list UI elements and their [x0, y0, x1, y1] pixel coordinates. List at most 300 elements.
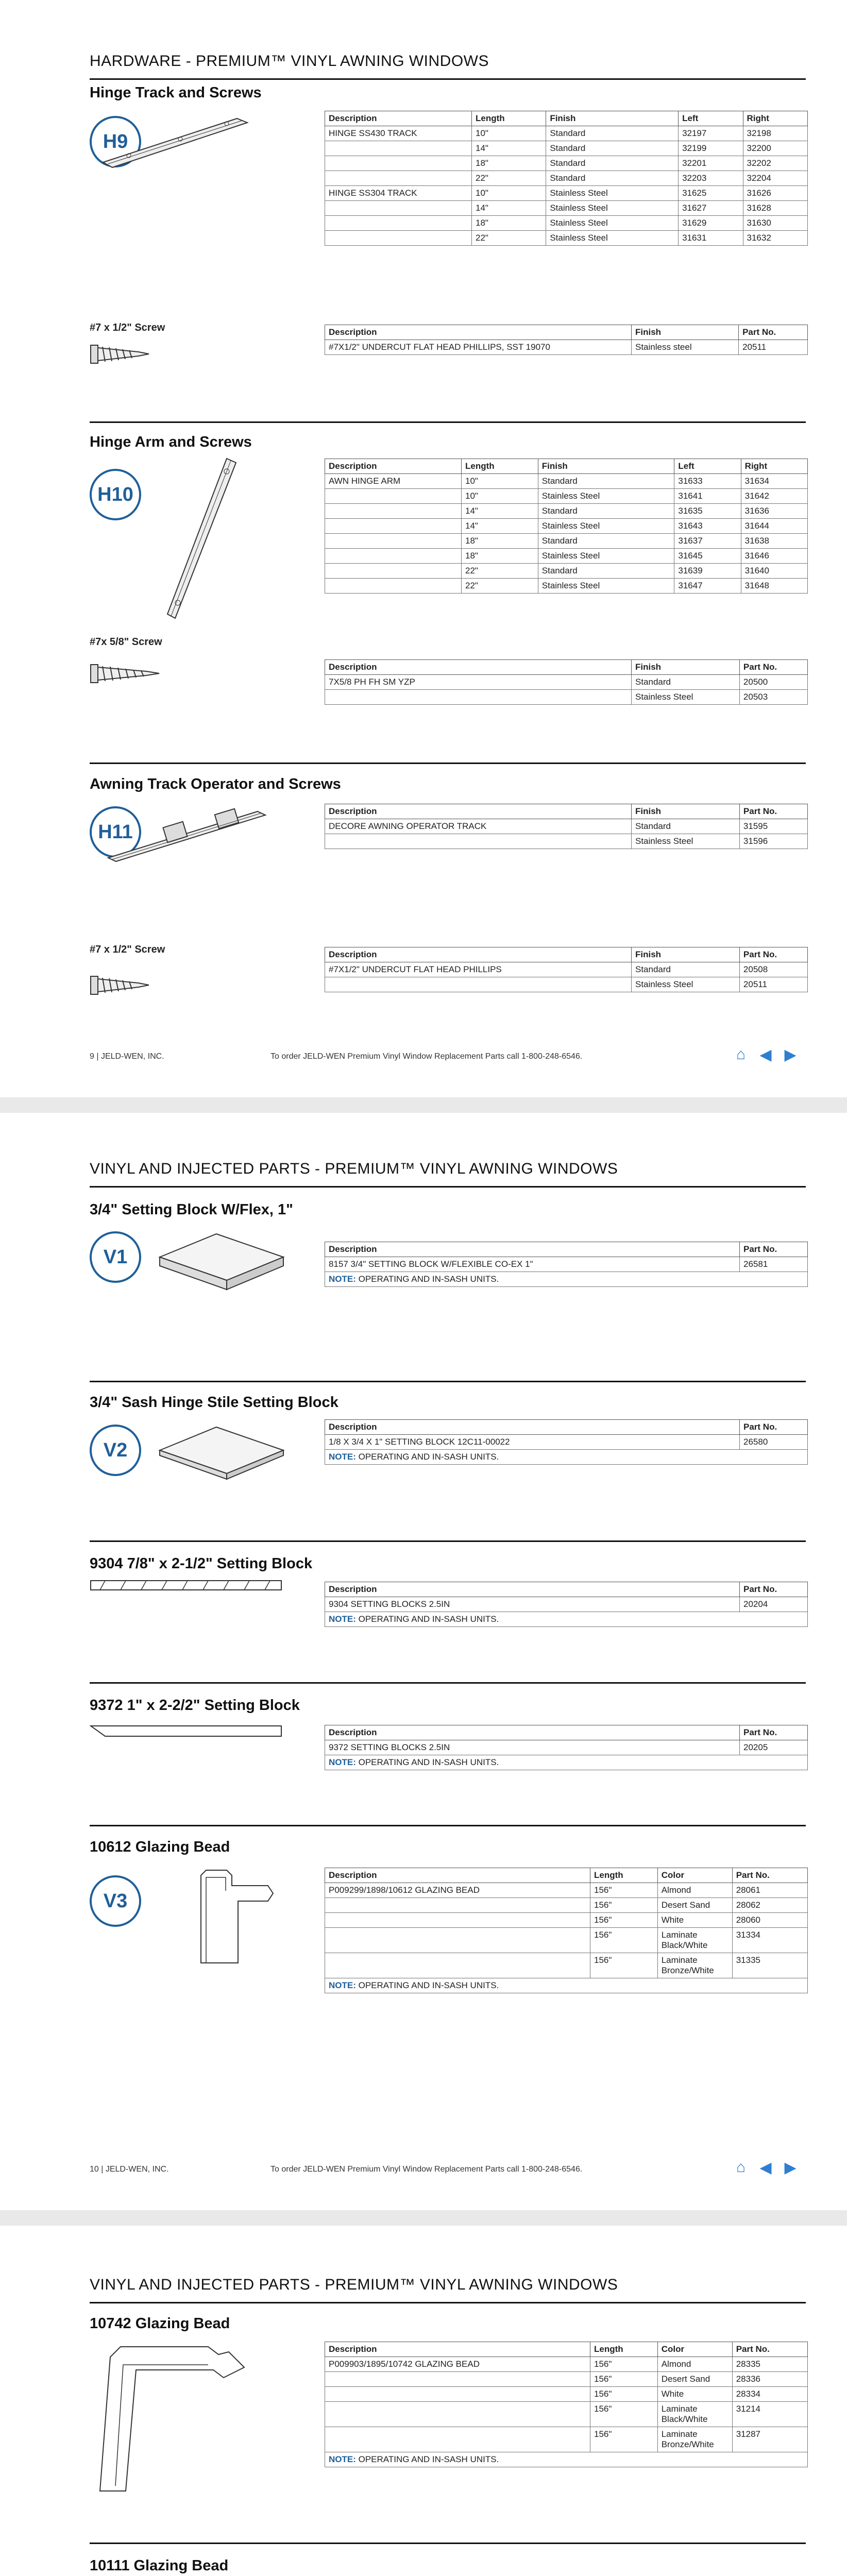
section-title: 10742 Glazing Bead — [90, 2315, 230, 2332]
section-title: Hinge Track and Screws — [90, 84, 262, 101]
col-header: Description — [325, 325, 632, 340]
table-cell: 10" — [472, 186, 546, 201]
table-cell: 18" — [462, 534, 538, 549]
glazing-bead-10612-table — [325, 1868, 808, 1993]
table-row — [325, 834, 808, 849]
col-header: Description — [325, 1868, 590, 1883]
page-9 — [0, 0, 847, 1097]
col-header: Part No. — [740, 1725, 808, 1740]
table-cell: Laminate Bronze/White — [657, 2427, 732, 2452]
table-cell: Almond — [657, 1883, 732, 1898]
table-cell: 32201 — [679, 156, 743, 171]
section-divider — [90, 1825, 806, 1826]
table-cell: 22" — [472, 171, 546, 186]
hinge-arm-table — [325, 459, 808, 594]
col-header: Description — [325, 947, 632, 962]
table-row — [325, 340, 808, 355]
table-cell: Standard — [538, 564, 674, 579]
table-cell — [325, 1953, 590, 1978]
col-header: Finish — [632, 804, 740, 819]
page-title: VINYL AND INJECTED PARTS - PREMIUM™ VINYL AWNING WINDOWS — [90, 2276, 806, 2303]
badge-h9: H9 — [90, 116, 141, 167]
table-cell: 9304 SETTING BLOCKS 2.5IN — [325, 1597, 740, 1612]
table-cell: Standard — [546, 141, 679, 156]
table-row — [325, 579, 808, 594]
table-cell: 14" — [472, 201, 546, 216]
col-header: Left — [674, 459, 741, 474]
table-cell: 31596 — [739, 834, 807, 849]
table-cell — [325, 834, 632, 849]
table-cell: 31639 — [674, 564, 741, 579]
table-cell: 22" — [462, 579, 538, 594]
setting-block-image — [155, 1229, 289, 1296]
table-cell: 31595 — [739, 819, 807, 834]
table-cell: 32198 — [743, 126, 807, 141]
table-row — [325, 231, 808, 246]
table-cell: AWN HINGE ARM — [325, 474, 462, 489]
table-cell: 32200 — [743, 141, 807, 156]
badge-v3: V3 — [90, 1875, 141, 1927]
table-cell: 7X5/8 PH FH SM YZP — [325, 675, 632, 690]
section-title: 9304 7/8" x 2-1/2" Setting Block — [90, 1555, 313, 1572]
table-cell: Desert Sand — [657, 1898, 732, 1913]
table-cell: 31638 — [741, 534, 807, 549]
col-header: Part No. — [740, 1420, 808, 1435]
table-cell: 9372 SETTING BLOCKS 2.5IN — [325, 1740, 740, 1755]
table-row — [325, 1928, 808, 1953]
table-row — [325, 1913, 808, 1928]
col-header: Part No. — [740, 1242, 808, 1257]
footer-order-text: To order JELD-WEN Premium Vinyl Window Replacement Parts call 1-800-248-6546. — [270, 1052, 583, 1061]
col-header: Finish — [632, 325, 739, 340]
col-header: Right — [741, 459, 807, 474]
col-header: Description — [325, 804, 632, 819]
table-cell: 20500 — [739, 675, 807, 690]
table-cell: #7X1/2" UNDERCUT FLAT HEAD PHILLIPS — [325, 962, 632, 977]
table-cell — [325, 977, 632, 992]
table-cell: Laminate Bronze/White — [657, 1953, 732, 1978]
table-cell: 31287 — [732, 2427, 807, 2452]
screw-table — [325, 325, 808, 355]
note-label: NOTE: — [329, 1980, 356, 1990]
setting-block-table — [325, 1242, 808, 1287]
col-header: Finish — [546, 111, 679, 126]
section-title: Awning Track Operator and Screws — [90, 776, 341, 792]
table-cell: 14" — [462, 504, 538, 519]
table-cell: 18" — [472, 216, 546, 231]
table-cell — [325, 2427, 590, 2452]
table-cell — [325, 2372, 590, 2387]
table-cell: 31631 — [679, 231, 743, 246]
table-cell: 18" — [472, 156, 546, 171]
footer-page-number: 10 | JELD-WEN, INC. — [90, 2165, 169, 2174]
table-row — [325, 126, 808, 141]
page-10 — [0, 1113, 847, 2210]
setting-block-9304-image — [90, 1577, 285, 1597]
col-header: Part No. — [739, 804, 807, 819]
section-divider — [90, 762, 806, 764]
col-header: Part No. — [739, 947, 807, 962]
table-cell — [325, 489, 462, 504]
col-header: Description — [325, 1725, 740, 1740]
table-row — [325, 156, 808, 171]
table-cell: 32204 — [743, 171, 807, 186]
table-row — [325, 2427, 808, 2452]
page-nav — [732, 2160, 800, 2175]
sash-setting-block-image — [155, 1422, 289, 1489]
table-cell — [325, 519, 462, 534]
table-cell: 22" — [462, 564, 538, 579]
table-cell: 18" — [462, 549, 538, 564]
col-header: Part No. — [739, 325, 808, 340]
table-cell: 32203 — [679, 171, 743, 186]
note-row — [325, 1450, 808, 1465]
table-cell: 32199 — [679, 141, 743, 156]
section-title: 10111 Glazing Bead — [90, 2557, 229, 2574]
col-header: Part No. — [739, 660, 807, 675]
badge-v1: V1 — [90, 1231, 141, 1283]
col-header: Color — [657, 1868, 732, 1883]
table-cell — [325, 549, 462, 564]
table-cell: 26580 — [740, 1435, 808, 1450]
badge-h10: H10 — [90, 469, 141, 520]
table-cell: 10" — [472, 126, 546, 141]
badge-h11: H11 — [90, 806, 141, 858]
note-text: OPERATING AND IN-SASH UNITS. — [355, 1614, 499, 1624]
screw-label: #7 x 1/2" Screw — [90, 322, 165, 333]
table-row — [325, 1740, 808, 1755]
hinge-track-table — [325, 111, 808, 246]
note-row — [325, 2452, 808, 2467]
table-row — [325, 504, 808, 519]
table-row — [325, 977, 808, 992]
next-icon[interactable]: ▶ — [784, 1046, 797, 1063]
table-cell: Stainless Steel — [538, 519, 674, 534]
col-header: Finish — [632, 660, 740, 675]
table-cell: 28062 — [732, 1898, 807, 1913]
table-row — [325, 819, 808, 834]
section-title: 3/4" Setting Block W/Flex, 1" — [90, 1201, 293, 1218]
table-cell: 31626 — [743, 186, 807, 201]
table-row — [325, 2357, 808, 2372]
table-row — [325, 201, 808, 216]
col-header: Part No. — [732, 1868, 807, 1883]
col-header: Description — [325, 2342, 590, 2357]
table-cell: 31628 — [743, 201, 807, 216]
col-header: Description — [325, 660, 632, 675]
table-row — [325, 675, 808, 690]
section-divider — [90, 421, 806, 423]
col-header: Description — [325, 1242, 740, 1257]
col-header: Description — [325, 459, 462, 474]
table-cell: Stainless Steel — [546, 186, 679, 201]
table-cell: 31635 — [674, 504, 741, 519]
table-cell: 31637 — [674, 534, 741, 549]
table-row — [325, 171, 808, 186]
note-label: NOTE: — [329, 1614, 356, 1624]
note-label: NOTE: — [329, 1452, 356, 1462]
col-header: Length — [472, 111, 546, 126]
prev-icon[interactable]: ◀ — [759, 2159, 772, 2176]
table-cell: 156" — [590, 2357, 658, 2372]
table-row — [325, 1257, 808, 1272]
table-cell: P009903/1895/10742 GLAZING BEAD — [325, 2357, 590, 2372]
table-cell: Standard — [546, 126, 679, 141]
col-header: Left — [679, 111, 743, 126]
section-divider — [90, 2543, 806, 2544]
operator-track-image — [103, 804, 273, 866]
section-divider — [90, 1540, 806, 1542]
table-cell — [325, 504, 462, 519]
table-cell: 28336 — [732, 2372, 807, 2387]
table-cell: White — [657, 1913, 732, 1928]
screw-table — [325, 659, 808, 705]
col-header: Color — [657, 2342, 732, 2357]
table-cell — [325, 156, 472, 171]
table-cell: 31647 — [674, 579, 741, 594]
table-cell: 31648 — [741, 579, 807, 594]
table-cell: Standard — [632, 819, 740, 834]
table-cell: 31633 — [674, 474, 741, 489]
section-title: 9372 1" x 2-2/2" Setting Block — [90, 1697, 300, 1714]
glazing-bead-10612-image — [191, 1865, 278, 1968]
table-cell: 31629 — [679, 216, 743, 231]
table-cell — [325, 534, 462, 549]
table-cell: Stainless Steel — [538, 549, 674, 564]
table-cell: 28334 — [732, 2387, 807, 2402]
table-cell: Standard — [538, 504, 674, 519]
section-divider — [90, 1381, 806, 1382]
page-title: HARDWARE - PREMIUM™ VINYL AWNING WINDOWS — [90, 53, 806, 80]
screw-icon — [90, 662, 162, 685]
note-label: NOTE: — [329, 1757, 356, 1767]
section-title: Hinge Arm and Screws — [90, 434, 252, 450]
table-cell: Stainless Steel — [632, 977, 740, 992]
table-cell: 31641 — [674, 489, 741, 504]
table-cell: 28061 — [732, 1883, 807, 1898]
glazing-bead-10742-image — [90, 2342, 255, 2496]
footer-page-number: 9 | JELD-WEN, INC. — [90, 1052, 164, 1061]
table-cell: 31640 — [741, 564, 807, 579]
glazing-bead-10742-table — [325, 2342, 808, 2467]
table-cell: Laminate Black/White — [657, 1928, 732, 1953]
note-text: OPERATING AND IN-SASH UNITS. — [355, 1452, 499, 1462]
col-header: Finish — [538, 459, 674, 474]
table-cell: 20508 — [739, 962, 807, 977]
table-cell: 31646 — [741, 549, 807, 564]
setting-block-9304-table — [325, 1582, 808, 1627]
table-row — [325, 1898, 808, 1913]
table-cell: 31625 — [679, 186, 743, 201]
next-icon[interactable]: ▶ — [784, 2159, 797, 2176]
screw-table — [325, 947, 808, 992]
table-cell: 14" — [472, 141, 546, 156]
table-cell: Almond — [657, 2357, 732, 2372]
note-text: OPERATING AND IN-SASH UNITS. — [355, 2454, 499, 2464]
setting-block-9372-image — [90, 1721, 285, 1741]
table-cell: P009299/1898/10612 GLAZING BEAD — [325, 1883, 590, 1898]
page-nav — [732, 1047, 800, 1062]
table-cell: 156" — [590, 1898, 658, 1913]
page-11 — [0, 2226, 847, 2576]
table-row — [325, 186, 808, 201]
note-row — [325, 1978, 808, 1993]
table-cell: 156" — [590, 2387, 658, 2402]
setting-block-9372-table — [325, 1725, 808, 1770]
col-header: Length — [590, 1868, 658, 1883]
table-row — [325, 549, 808, 564]
table-cell: Stainless Steel — [632, 690, 740, 705]
table-cell: 31636 — [741, 504, 807, 519]
table-cell: 31335 — [732, 1953, 807, 1978]
table-row — [325, 2402, 808, 2427]
table-cell: HINGE SS304 TRACK — [325, 186, 472, 201]
table-cell — [325, 1913, 590, 1928]
table-cell: 156" — [590, 2372, 658, 2387]
screw-label: #7x 5/8" Screw — [90, 636, 162, 648]
table-cell: 156" — [590, 1913, 658, 1928]
table-cell: #7X1/2" UNDERCUT FLAT HEAD PHILLIPS, SST 19070 — [325, 340, 632, 355]
table-cell: 26581 — [740, 1257, 808, 1272]
table-cell — [325, 2402, 590, 2427]
table-cell: Standard — [632, 962, 740, 977]
col-header: Part No. — [732, 2342, 807, 2357]
table-row — [325, 1883, 808, 1898]
table-row — [325, 1435, 808, 1450]
table-row — [325, 962, 808, 977]
table-cell: 10" — [462, 474, 538, 489]
sash-setting-block-table — [325, 1419, 808, 1465]
note-label: NOTE: — [329, 1274, 356, 1284]
table-row — [325, 216, 808, 231]
table-cell: 31630 — [743, 216, 807, 231]
col-header: Description — [325, 111, 472, 126]
col-header: Finish — [632, 947, 740, 962]
table-cell: 8157 3/4" SETTING BLOCK W/FLEXIBLE CO-EX 1" — [325, 1257, 740, 1272]
table-cell — [325, 564, 462, 579]
table-cell: 31334 — [732, 1928, 807, 1953]
table-cell — [325, 201, 472, 216]
table-cell: White — [657, 2387, 732, 2402]
table-cell: 31214 — [732, 2402, 807, 2427]
operator-track-table — [325, 804, 808, 849]
note-row — [325, 1272, 808, 1287]
table-cell: Standard — [538, 474, 674, 489]
table-cell: 31632 — [743, 231, 807, 246]
table-cell: 20511 — [739, 977, 807, 992]
table-row — [325, 564, 808, 579]
table-cell: 31643 — [674, 519, 741, 534]
table-cell: 31645 — [674, 549, 741, 564]
col-header: Length — [462, 459, 538, 474]
table-row — [325, 2387, 808, 2402]
section-title: 3/4" Sash Hinge Stile Setting Block — [90, 1394, 338, 1411]
table-cell: 31644 — [741, 519, 807, 534]
table-row — [325, 1953, 808, 1978]
table-cell: Standard — [546, 171, 679, 186]
table-row — [325, 690, 808, 705]
table-cell: 28335 — [732, 2357, 807, 2372]
table-cell: Stainless Steel — [538, 579, 674, 594]
table-cell: 31634 — [741, 474, 807, 489]
table-cell: Stainless steel — [632, 340, 739, 355]
note-text: OPERATING AND IN-SASH UNITS. — [355, 1274, 499, 1284]
table-cell: 31627 — [679, 201, 743, 216]
hinge-track-image — [98, 113, 252, 170]
col-header: Description — [325, 1582, 740, 1597]
screw-label: #7 x 1/2" Screw — [90, 944, 165, 955]
table-row — [325, 489, 808, 504]
table-cell: 28060 — [732, 1913, 807, 1928]
table-cell: Stainless Steel — [546, 216, 679, 231]
table-cell: 22" — [472, 231, 546, 246]
table-row — [325, 141, 808, 156]
table-cell: 156" — [590, 2402, 658, 2427]
table-row — [325, 1597, 808, 1612]
screw-icon — [90, 974, 151, 997]
table-cell — [325, 141, 472, 156]
page-title: VINYL AND INJECTED PARTS - PREMIUM™ VINYL AWNING WINDOWS — [90, 1160, 806, 1188]
table-row — [325, 474, 808, 489]
table-cell: 20205 — [740, 1740, 808, 1755]
note-row — [325, 1612, 808, 1627]
home-icon[interactable]: ⌂ — [736, 1046, 746, 1063]
table-cell: Standard — [538, 534, 674, 549]
table-cell: Desert Sand — [657, 2372, 732, 2387]
note-text: OPERATING AND IN-SASH UNITS. — [355, 1757, 499, 1767]
table-cell: 32202 — [743, 156, 807, 171]
home-icon[interactable]: ⌂ — [736, 2159, 746, 2176]
table-cell: 10" — [462, 489, 538, 504]
table-cell — [325, 1928, 590, 1953]
table-cell: 31642 — [741, 489, 807, 504]
table-cell — [325, 171, 472, 186]
screw-icon — [90, 343, 151, 366]
table-cell: Stainless Steel — [546, 231, 679, 246]
note-text: OPERATING AND IN-SASH UNITS. — [355, 1980, 499, 1990]
table-cell: 32197 — [679, 126, 743, 141]
table-cell: 156" — [590, 1953, 658, 1978]
table-row — [325, 534, 808, 549]
table-cell — [325, 1898, 590, 1913]
table-cell — [325, 231, 472, 246]
table-cell: Standard — [546, 156, 679, 171]
table-cell: Stainless Steel — [546, 201, 679, 216]
table-cell: 1/8 X 3/4 X 1" SETTING BLOCK 12C11-00022 — [325, 1435, 740, 1450]
col-header: Length — [590, 2342, 658, 2357]
table-cell: DECORE AWNING OPERATOR TRACK — [325, 819, 632, 834]
col-header: Part No. — [740, 1582, 808, 1597]
note-row — [325, 1755, 808, 1770]
table-row — [325, 2372, 808, 2387]
col-header: Description — [325, 1420, 740, 1435]
section-divider — [90, 1682, 806, 1684]
table-cell — [325, 2387, 590, 2402]
table-cell: 156" — [590, 1883, 658, 1898]
hinge-arm-image — [149, 453, 252, 623]
table-cell — [325, 579, 462, 594]
table-cell: 14" — [462, 519, 538, 534]
table-cell: 156" — [590, 1928, 658, 1953]
prev-icon[interactable]: ◀ — [759, 1046, 772, 1063]
table-cell: Stainless Steel — [538, 489, 674, 504]
badge-v2: V2 — [90, 1425, 141, 1476]
table-cell: Laminate Black/White — [657, 2402, 732, 2427]
table-cell — [325, 216, 472, 231]
note-label: NOTE: — [329, 2454, 356, 2464]
footer-order-text: To order JELD-WEN Premium Vinyl Window Replacement Parts call 1-800-248-6546. — [270, 2165, 583, 2174]
col-header: Right — [743, 111, 807, 126]
